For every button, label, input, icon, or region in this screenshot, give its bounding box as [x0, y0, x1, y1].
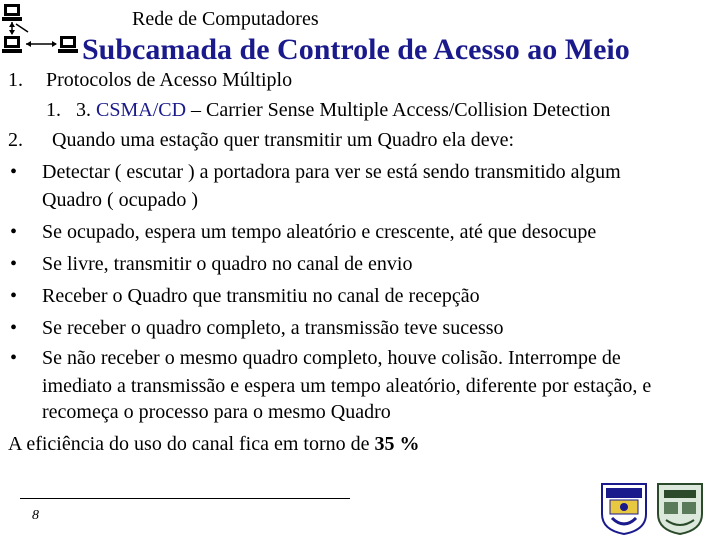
bullet: • [10, 221, 18, 243]
bullet-text: Receber o Quadro que transmitiu no canal de recepção [42, 285, 480, 307]
sub-list-number: 3. [76, 99, 91, 121]
bullet: • [10, 285, 18, 307]
list-item: Quando uma estação quer transmitir um Quadro ela deve: [52, 129, 515, 151]
efficiency-value: 35 % [374, 433, 420, 455]
slide-title: Subcamada de Controle de Acesso ao Meio [82, 33, 630, 66]
sub-list-item [46, 98, 610, 122]
list-marker: 2. [8, 129, 23, 151]
bullet-text: Se livre, transmitir o quadro no canal de envio [42, 253, 413, 275]
sub-list-marker: 1. [46, 99, 61, 121]
department-crest-logo [654, 480, 706, 536]
conclusion [8, 432, 420, 456]
sub-list-text: – Carrier Sense Multiple Access/Collision Detection [186, 99, 611, 121]
bullet-text: Se ocupado, espera um tempo aleatório e crescente, até que desocupe [42, 221, 597, 243]
bullet: • [10, 161, 18, 183]
page-number: 8 [32, 508, 39, 523]
bullet-text-continuation: imediato a transmissão e espera um tempo aleatório, diferente por estação, e [42, 375, 652, 397]
computer-network-icon [2, 2, 80, 62]
list-marker: 1. [8, 69, 23, 91]
bullet: • [10, 253, 18, 275]
bullet-text-continuation: recomeça o processo para o mesmo Quadro [42, 401, 391, 423]
presentation-header: Rede de Computadores [132, 8, 319, 30]
bullet-text-continuation: Quadro ( ocupado ) [42, 189, 199, 211]
bullet-text: Se não receber o mesmo quadro completo, houve colisão. Interrompe de [42, 347, 621, 369]
bullet-text: Se receber o quadro completo, a transmissão teve sucesso [42, 317, 504, 339]
bullet-text: Detectar ( escutar ) a portadora para ver se está sendo transmitido algum [42, 161, 621, 183]
bullet: • [10, 317, 18, 339]
university-crest-logo [598, 480, 650, 536]
footer-divider [20, 498, 350, 499]
conclusion-text: A eficiência do uso do canal fica em torno de [8, 433, 375, 455]
bullet: • [10, 347, 18, 369]
list-item: Protocolos de Acesso Múltiplo [46, 69, 293, 91]
highlighted-term: CSMA/CD [96, 99, 187, 121]
